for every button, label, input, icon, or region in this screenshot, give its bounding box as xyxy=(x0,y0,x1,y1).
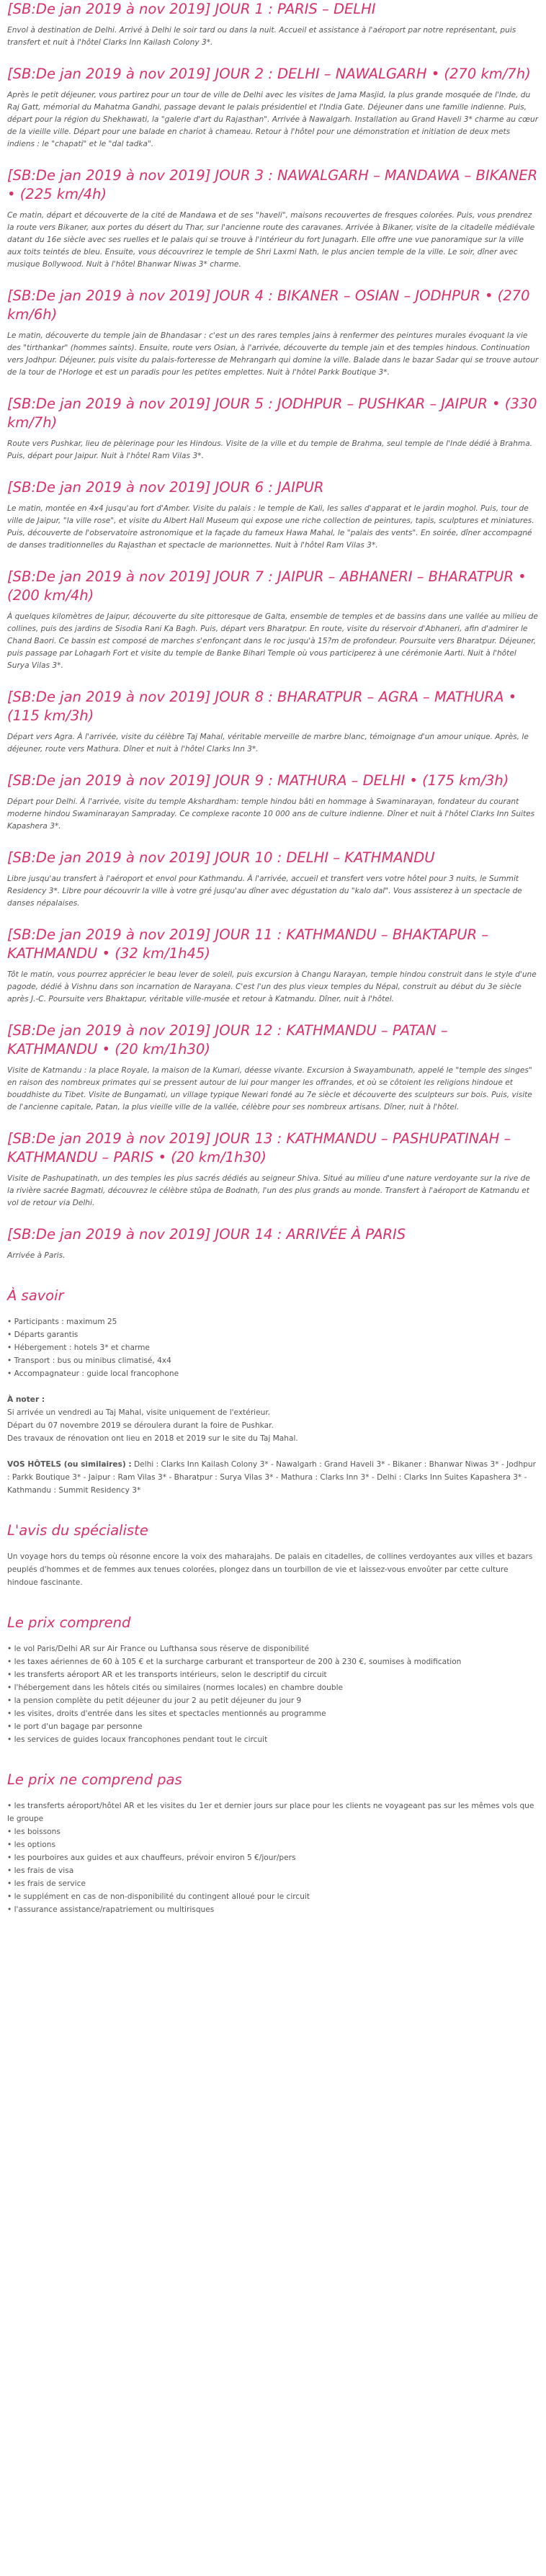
prix-comprend-item: • les visites, droits d'entrée dans les sites et spectacles mentionnés au programme xyxy=(7,1709,326,1718)
specialist-text: Un voyage hors du temps où résonne encore la voix des maharajahs. De palais en citadelles, de collines verdoyantes aux villes et bazars peuplés d'hommes et de femmes aux tenues colorées, plongez dans un tourbillon de vie et laissez-vous envoûter par cette culture hindoue fascinante. xyxy=(7,1552,533,1587)
note-lines xyxy=(7,1406,539,1445)
note-line: Départ du 07 novembre 2019 se déroulera durant la foire de Pushkar. xyxy=(7,1421,274,1430)
day-title: [SB:De jan 2019 à nov 2019] JOUR 11 : KATHMANDU – BHAKTAPUR – KATHMANDU • (32 km/1h45) xyxy=(7,926,489,962)
day-title: [SB:De jan 2019 à nov 2019] JOUR 5 : JODHPUR – PUSHKAR – JAIPUR • (330 km/7h) xyxy=(7,395,537,431)
prix-ne-comprend-item: • le supplément en cas de non-disponibilité du contingent alloué pour le circuit xyxy=(7,1892,310,1901)
hotels-text: Delhi : Clarks Inn Kailash Colony 3* - Nawalgarh : Grand Haveli 3* - Bikaner : Bhanwar Niwas 3* - Jodhpur : Parkk Boutique 3* - Jaipur : Ram Vilas 3* - Bharatpur : Surya Vilas 3* - Mathura : Clarks Inn 3* - Delhi : Clarks Inn Suites Kapashera 3* - Kathmandu : Summit Residency 3* xyxy=(7,1460,536,1495)
note-line: Des travaux de rénovation ont lieu en 2018 et 2019 sur le site du Taj Mahal. xyxy=(7,1434,298,1443)
day-description: Route vers Pushkar, lieu de pèlerinage pour les Hindous. Visite de la ville et du temple de Brahma, seul temple de l'Inde dédié à Brahma. Puis, départ pour Jaipur. Nuit à l'hôtel Ram Vilas 3*. xyxy=(7,439,533,460)
prix-ne-comprend-item: • les frais de service xyxy=(7,1879,86,1888)
day-title: [SB:De jan 2019 à nov 2019] JOUR 4 : BIKANER – OSIAN – JODHPUR • (270 km/6h) xyxy=(7,287,530,323)
day-description: Le matin, découverte du temple jain de Bhandasar : c'est un des rares temples jains à renfermer des peintures murales évoquant la vie des "tirthankar" (hommes saints). Ensuite, route vers Osian, à l'arrivée, découverte du temple jain et des temples hindous. Continuation vers Jodhpur. Déjeuner, puis visite du palais-forteresse de Mehrangarh qui domine la ville. Balade dans le bazar Sadar qui se trouve autour de la tour de l'Horloge et est un paradis pour les petites emplettes. Nuit à l'hôtel Parkk Boutique 3*. xyxy=(7,331,539,377)
day-title: [SB:De jan 2019 à nov 2019] JOUR 12 : KATHMANDU – PATAN – KATHMANDU • (20 km/1h30) xyxy=(7,1022,448,1057)
day-description: Libre jusqu'au transfert à l'aéroport et envol pour Kathmandu. À l'arrivée, accueil et transfert vers votre hôtel pour 3 nuits, le Summit Residency 3*. Libre pour découvrir la ville à votre gré jusqu'au dîner avec dégustation du "kalo dal". Vous assisterez à un spectacle de danses népalaises. xyxy=(7,875,522,908)
prix-ne-comprend-item: • les frais de visa xyxy=(7,1866,74,1875)
prix-comprend-item: • les taxes aériennes de 60 à 105 € et la surcharge carburant et transporteur de 200 à 230 €, soumises à modification xyxy=(7,1658,462,1666)
prix-ne-comprend-item: • les options xyxy=(7,1841,55,1849)
specialist-title: L'avis du spécialiste xyxy=(7,1522,148,1539)
prix-ne-comprend-item: • les pourboires aux guides et aux chauffeurs, prévoir environ 5 €/jour/pers xyxy=(7,1853,296,1862)
hotels-block xyxy=(7,1458,539,1497)
prix-ne-comprend-list xyxy=(7,1799,539,1916)
a-savoir-title: À savoir xyxy=(7,1287,64,1304)
day-title: [SB:De jan 2019 à nov 2019] JOUR 8 : BHARATPUR – AGRA – MATHURA • (115 km/3h) xyxy=(7,689,517,724)
prix-ne-comprend-item: • les boissons xyxy=(7,1828,61,1836)
prix-comprend-list xyxy=(7,1642,539,1746)
day-description: Envol à destination de Delhi. Arrivé à Delhi le soir tard ou dans la nuit. Accueil et assistance à l'aéroport par notre représentant, puis transfert et nuit à l'hôtel Clarks Inn Kailash Colony 3*. xyxy=(7,26,516,47)
day-title: [SB:De jan 2019 à nov 2019] JOUR 6 : JAIPUR xyxy=(7,479,324,496)
day-description: Ce matin, départ et découverte de la cité de Mandawa et de ses "haveli", maisons recouvertes de fresques colorées. Puis, vous prendrez la route vers Bikaner, aux portes du désert du Thar, sur l'ancienne route des caravanes. Arrivée à Bikaner, visite de la citadelle médiévale datant du 16e siècle avec ses ruelles et le palais qui se trouve à l'intérieur du fort Junagarh. Elle offre une vue panoramique sur la ville aux toits teintés de bleu. Ensuite, vous découvrirez le temple de Shri Laxmi Nath, le plus ancien temple de la ville. Le soir, dîner avec musique Bollywood. Nuit à l'hôtel Bhanwar Niwas 3* charme. xyxy=(7,211,535,269)
day-list xyxy=(7,0,539,1262)
day-title: [SB:De jan 2019 à nov 2019] JOUR 3 : NAWALGARH – MANDAWA – BIKANER • (225 km/4h) xyxy=(7,167,538,202)
day-title: [SB:De jan 2019 à nov 2019] JOUR 14 : ARRIVÉE À PARIS xyxy=(7,1226,406,1243)
prix-comprend-item: • les services de guides locaux francophones pendant tout le circuit xyxy=(7,1735,268,1744)
hotels-label: VOS HÔTELS (ou similaires) : xyxy=(7,1460,132,1469)
prix-comprend-item: • le vol Paris/Delhi AR sur Air France ou Lufthansa sous réserve de disponibilité xyxy=(7,1645,310,1653)
day-description: Après le petit déjeuner, vous partirez pour un tour de ville de Delhi avec les visites de Jama Masjid, la plus grande mosquée de l'Inde, du Raj Gatt, mémorial du Mahatma Gandhi, passage devant le palais présidentiel et l'India Gate. Déjeuner dans une famille indienne. Puis, départ pour la région du Shekhawati, la "galerie d'art du Rajasthan". Arrivée à Nawalgarh. Installation au Grand Haveli 3* charme au cœur de la vieille ville. Départ pour une balade en chariot à chameau. Retour à l'hôtel pour une démonstration et initiation de deux mets indiens : le "chapati" et le "dal tadka". xyxy=(7,91,539,148)
prix-comprend-item: • l'hébergement dans les hôtels cités ou similaires (normes locales) en chambre double xyxy=(7,1683,344,1692)
a-savoir-item: • Accompagnateur : guide local francophone xyxy=(7,1369,179,1378)
day-title: [SB:De jan 2019 à nov 2019] JOUR 1 : PARIS – DELHI xyxy=(7,1,376,17)
a-savoir-item: • Départs garantis xyxy=(7,1331,79,1339)
day-description: Visite de Pashupatinath, un des temples les plus sacrés dédiés au seigneur Shiva. Situé au milieu d'une nature verdoyante sur la rive de la rivière sacrée Bagmati, découvrez le célèbre stûpa de Bodnath, l'un des plus grands au monde. Transfert à l'aéroport de Katmandu et vol de retour via Delhi. xyxy=(7,1174,530,1207)
day-description: À quelques kilomètres de Jaipur, découverte du site pittoresque de Galta, ensemble de temples et de bassins dans une vallée au milieu de collines, puis des jardins de Sisodia Rani Ka Bagh. Puis, départ vers Bharatpur. En route, visite du réservoir d'Abhaneri, afin d'admirer le Chand Baori. Ce bassin est composé de marches s'enfonçant dans le roc jusqu'à 15?m de profondeur. Poursuite vers Bharatpur. Déjeuner, puis passage par Lohagarh Fort et visite du temple de Banke Bihari Temple où vous participerez à une cérémonie Aarti. Nuit à l'hôtel Surya Vilas 3*. xyxy=(7,612,538,670)
day-title: [SB:De jan 2019 à nov 2019] JOUR 7 : JAIPUR – ABHANERI – BHARATPUR • (200 km/4h) xyxy=(7,568,527,604)
prix-comprend-item: • la pension complète du petit déjeuner du jour 2 au petit déjeuner du jour 9 xyxy=(7,1696,302,1705)
prix-comprend-item: • les transferts aéroport AR et les transports intérieurs, selon le descriptif du circuit xyxy=(7,1671,327,1679)
note-label: À noter : xyxy=(7,1395,45,1404)
prix-comprend-item: • le port d'un bagage par personne xyxy=(7,1722,143,1731)
day-title: [SB:De jan 2019 à nov 2019] JOUR 9 : MATHURA – DELHI • (175 km/3h) xyxy=(7,772,509,789)
note-block xyxy=(7,1393,539,1445)
note-line: Si arrivée un vendredi au Taj Mahal, visite uniquement de l'extérieur. xyxy=(7,1408,271,1417)
a-savoir-item: • Participants : maximum 25 xyxy=(7,1318,117,1326)
day-title: [SB:De jan 2019 à nov 2019] JOUR 2 : DELHI – NAWALGARH • (270 km/7h) xyxy=(7,66,531,82)
prix-ne-comprend-item: • l'assurance assistance/rapatriement ou multirisques xyxy=(7,1905,215,1914)
day-description: Départ vers Agra. À l'arrivée, visite du célèbre Taj Mahal, véritable merveille de marbre blanc, témoignage d'un amour unique. Après, le déjeuner, route vers Mathura. Dîner et nuit à l'hôtel Clarks Inn 3*. xyxy=(7,733,529,753)
day-description: Arrivée à Paris. xyxy=(7,1251,66,1260)
prix-ne-comprend-title: Le prix ne comprend pas xyxy=(7,1771,182,1788)
day-description: Le matin, montée en 4x4 jusqu'au fort d'Amber. Visite du palais : le temple de Kali, les salles d'apparat et le jardin moghol. Puis, tour de ville de Jaipur, "la ville rose", et visite du Albert Hall Museum qui expose une riche collection de peintures, tapis, sculptures et miniatures. Puis, découverte de l'observatoire astronomique et la façade du fameux Hawa Mahal, le "palais des vents". En soirée, dîner accompagné de danses traditionnelles du Rajasthan et spectacle de marionnettes. Nuit à l'hôtel Ram Vilas 3*. xyxy=(7,504,534,550)
day-title: [SB:De jan 2019 à nov 2019] JOUR 13 : KATHMANDU – PASHUPATINAH – KATHMANDU – PARIS • (20 km/1h30) xyxy=(7,1130,511,1166)
a-savoir-item: • Transport : bus ou minibus climatisé, 4x4 xyxy=(7,1356,171,1365)
day-description: Visite de Katmandu : la place Royale, la maison de la Kumari, déesse vivante. Excursion à Swayambunath, appelé le "temple des singes" en raison des nombreux primates qui se pressent autour de lui pour manger les offrandes, et où se côtoient les religions hindoue et bouddhiste du Tibet. Visite de Bungamati, un village typique Newari fondé au 7e siècle et découverte des sculpteurs sur bois. Puis, visite de l'ancienne capitale, Patan, la plus vieille ville de la vallée, célèbre pour ses nombreux artisans. Dîner, nuit à l'hôtel. xyxy=(7,1066,532,1112)
a-savoir-item: • Hébergement : hotels 3* et charme xyxy=(7,1343,150,1352)
day-description: Tôt le matin, vous pourrez apprécier le beau lever de soleil, puis excursion à Changu Narayan, temple hindou construit dans le style d'une pagode, dédié à Vishnu dans son incarnation de Narayana. C'est l'un des plus vieux temples du Népal, construit au début du 3e siècle après J.-C. Poursuite vers Bhaktapur, véritable ville-musée et retour à Katmandu. Dîner, nuit à l'hôtel. xyxy=(7,970,537,1003)
prix-comprend-title: Le prix comprend xyxy=(7,1614,131,1631)
day-description: Départ pour Delhi. À l'arrivée, visite du temple Akshardham: temple hindou bâti en hommage à Swaminarayan, fondateur du courant moderne hindou Swaminarayan Sampraday. Ce complexe raconte 10 000 ans de culture indienne. Dîner et nuit à l'hôtel Clarks Inn Suites Kapashera 3*. xyxy=(7,797,535,831)
a-savoir-list xyxy=(7,1315,539,1380)
prix-ne-comprend-item: • les transferts aéroport/hôtel AR et les visites du 1er et dernier jours sur place pour les clients ne voyageant pas sur les mêmes vols que le groupe xyxy=(7,1802,534,1823)
day-title: [SB:De jan 2019 à nov 2019] JOUR 10 : DELHI – KATHMANDU xyxy=(7,849,435,866)
